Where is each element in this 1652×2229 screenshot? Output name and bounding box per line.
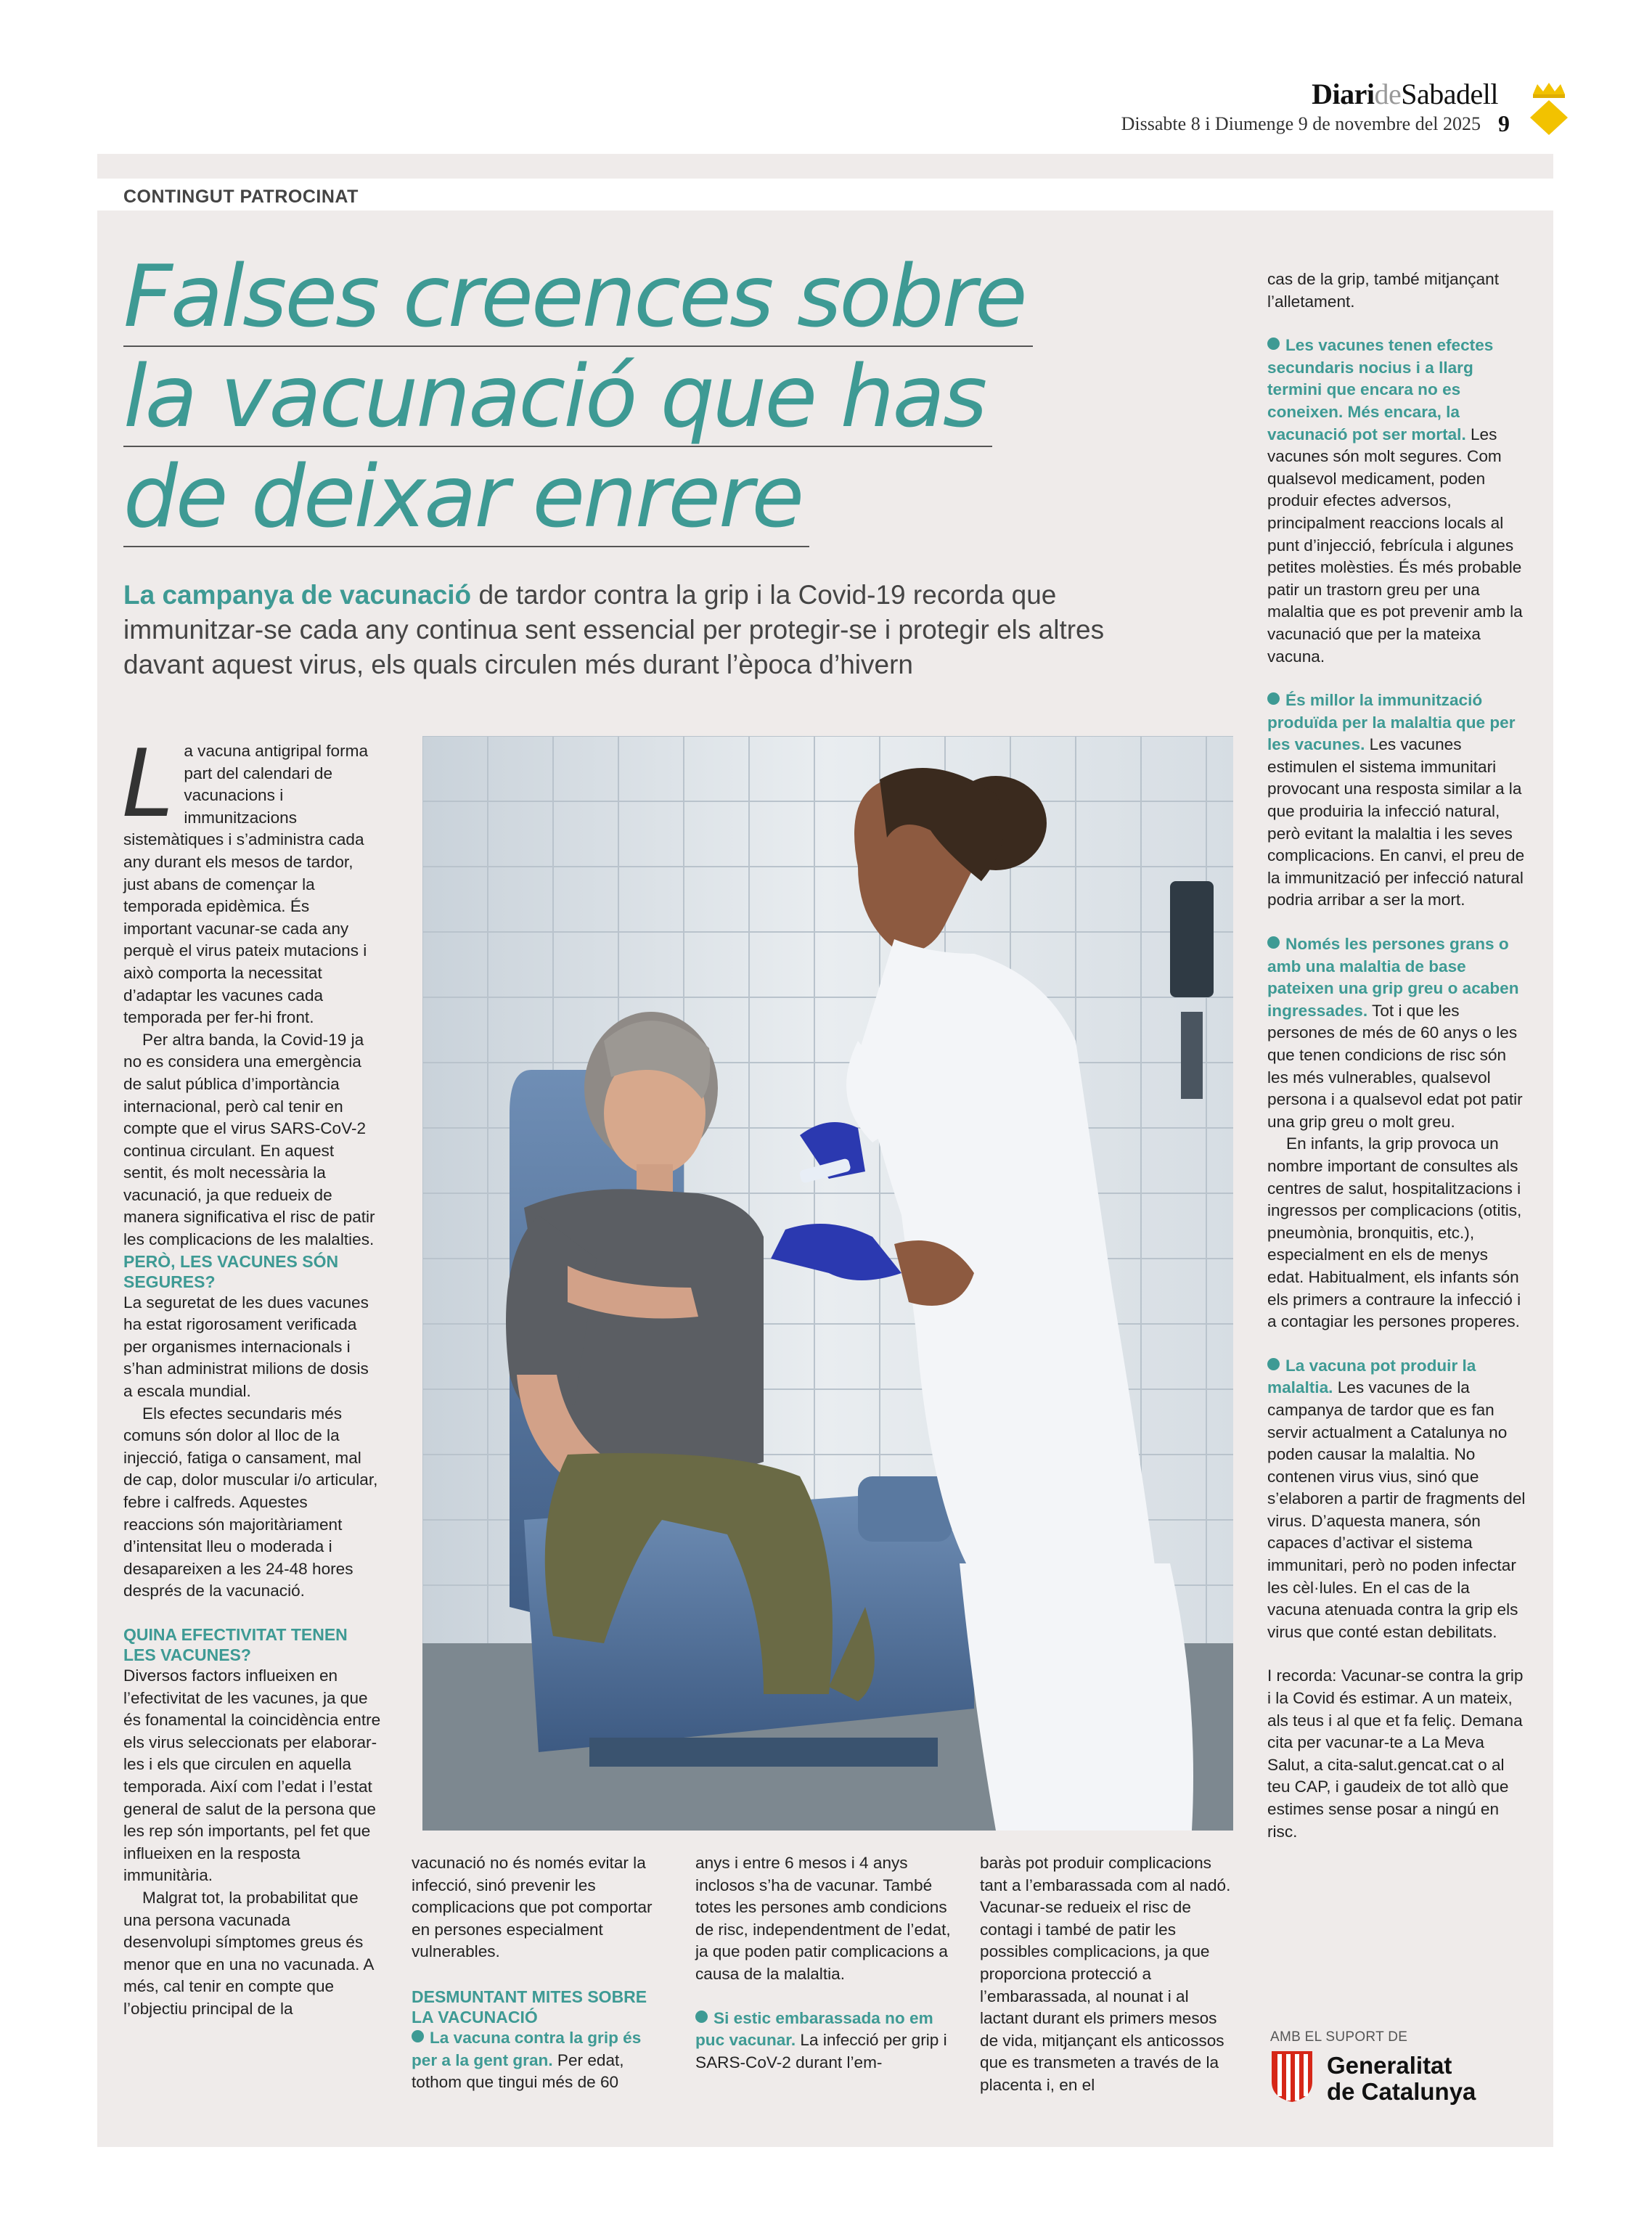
headline-line-2: la vacunació que has <box>123 347 992 447</box>
bullet-dot-icon <box>695 2011 708 2023</box>
sabadell-crest-icon <box>1527 81 1571 136</box>
paragraph: vacunació no és només evitar la infecció, sinó prevenir les complicacions que pot comportar en persones especialment vulnerables. <box>412 1854 653 1961</box>
paragraph: a vacuna antigripal forma part del calendari de vacunacions i immunitzacions sistemàtiques i s’administra cada any durant els mesos de tardor, just abans de començar la temporada epidèmica. És important vacunar-se cada any perquè el virus pateix mutacions i això comporta la necessitat d’adaptar les vacunes cada temporada per fer-hi front. <box>123 742 369 1027</box>
myth-item: És millor la immunització produïda per la malaltia que per les vacunes. Les vacunes estimulen el sistema immunitari provocant una resposta similar a la que produiria la infecció natural, però evitant la malaltia i les seves complicacions. En canvi, el preu de la immunització per infecció natural podria arribar a ser la mort. <box>1267 691 1525 909</box>
page-number: 9 <box>1498 110 1510 136</box>
paragraph: La seguretat de les dues vacunes ha estat rigorosament verificada per organismes internacionals i s’han administrat milions de dosis a escala mundial. <box>123 1293 369 1401</box>
body-column-5 <box>1267 269 1526 1843</box>
vaccination-photo <box>422 736 1233 1831</box>
issue-date: Dissabte 8 i Diumenge 9 de novembre del 2025 <box>1121 113 1481 134</box>
paragraph: En infants, la grip provoca un nombre important de consultes als centres de salut, hospitalitzacions i ingressos per complicacions (otitis, pneumònia, bronquitis, etc.), especialment en els de menys edat. Habitualment, els infants són els primers a contraure la infecció i a contagiar les persones properes. <box>1267 1134 1522 1331</box>
myth-item: Si estic embarassada no em puc vacunar. La infecció per grip i SARS-CoV-2 durant l’em- <box>695 2008 947 2071</box>
paragraph: cas de la grip, també mitjançant l’alletament. <box>1267 270 1499 311</box>
generalitat-logo-icon <box>1270 2050 1314 2103</box>
myth-item: Les vacunes tenen efectes secundaris nocius i a llarg termini que encara no es coneixen. Més encara, la vacunació pot ser mortal. Les vacunes són molt segures. Com qualsevol medicament, poden produir efectes adversos, principalment reaccions locals al punt d’injecció, febrícula i algunes petites molèsties. És més probable patir un trastorn greu per una malaltia que es pot prevenir amb la vacunació que per la mateixa vacuna. <box>1267 336 1523 666</box>
paragraph: Diversos factors influeixen en l’efectivitat de les vacunes, ja que és fonamental la coincidència entre els virus seleccionats per elaborar-les i els que circulen en aquella temporada. Així com l’edat i l’estat general de salut de la persona que les rep són importants, pel fet que influeixen en la resposta immunitària. <box>123 1666 381 1885</box>
myth-item: La vacuna pot produir la malaltia. Les vacunes de la campanya de tardor que es fan servir actualment a Catalunya no poden causar la malaltia. No contenen virus vius, sinó que s’elaboren a partir de fragments del virus. D’aquesta manera, són capaces d’activar el sistema immunitari, però no poden infectar les cèl·lules. En el cas de la vacuna atenuada contra la grip els virus que conté estan debilitats. <box>1267 1356 1526 1641</box>
generalitat-name: Generalitat de Catalunya <box>1327 2052 1476 2105</box>
bullet-dot-icon <box>412 2030 424 2042</box>
bullet-dot-icon <box>1267 338 1280 350</box>
sponsored-content-label: CONTINGUT PATROCINAT <box>123 187 359 207</box>
headline <box>123 247 1081 547</box>
bullet-dot-icon <box>1267 692 1280 705</box>
paragraph: baràs pot produir complicacions tant a l’embarassada com al nadó. Vacunar-se redueix el risc de contagi i també de patir les possibles complicacions, ja que proporciona protecció a l’embarassada, al nounat i al lactant durant els primers mesos de vida, mitjançant els anticossos que es transmeten a través de la placenta i, en el <box>980 1854 1231 2094</box>
body-column-1 <box>122 730 382 2020</box>
drop-cap: L <box>122 730 174 838</box>
headline-line-3: de deixar enrere <box>123 447 809 547</box>
generalitat-logo <box>1270 2050 1532 2108</box>
top-band <box>97 154 1553 179</box>
body-column-2 <box>412 1852 670 2094</box>
subheading: QUINA EFECTIVITAT TENEN LES VACUNES? <box>123 1624 348 1664</box>
bullet-dot-icon <box>1267 936 1280 949</box>
paragraph: Malgrat tot, la probabilitat que una persona vacunada desenvolupi símptomes greus és menor que en una no vacunada. A més, cal tenir en compte que l’objectiu principal de la <box>123 1888 374 2018</box>
body-column-3 <box>695 1852 954 2074</box>
bullet-dot-icon <box>1267 1358 1280 1370</box>
paragraph: anys i entre 6 mesos i 4 anys inclosos s’ha de vacunar. També totes les persones amb condicions de risc, independentment de l’edat, ja que poden patir complicacions a causa de la malaltia. <box>695 1854 951 1983</box>
paragraph: Els efectes secundaris més comuns són dolor al lloc de la injecció, fatiga o cansament, mal de cap, dolor muscular i/o articular, febre i calfreds. Aquestes reaccions són majoritàriament d’intensitat lleu o moderada i desapareixen a les 24-48 hores després de la vacunació. <box>123 1404 378 1600</box>
lead-paragraph: La campanya de vacunació de tardor contra la grip i la Covid-19 recorda que immunitzar-se cada any continua sent essencial per protegir-se i protegir els altres davant aquest virus, els quals circulen més durant l’època d’hivern <box>123 580 1105 679</box>
myth-item: La vacuna contra la grip és per a la gent gran. Per edat, tothom que tingui més de 60 <box>412 2028 642 2092</box>
subheading: DESMUNTANT MITES SOBRE LA VACUNACIÓ <box>412 1987 647 2026</box>
subheading: PERÒ, LES VACUNES SÓN SEGURES? <box>123 1251 339 1291</box>
body-column-4 <box>980 1852 1238 2097</box>
closing-paragraph: I recorda: Vacunar-se contra la grip i la Covid és estimar. A un mateix, als teus i al que et fa feliç. Demana cita per vacunar-te a La Meva Salut, a cita-salut.gencat.cat o al teu CAP, i gaudeix de tot allò que estimes sense posar a ningú en risc. <box>1267 1666 1524 1841</box>
headline-line-1: Falses creences sobre <box>123 247 1033 347</box>
masthead-brand: DiarideSabadell <box>1312 78 1498 110</box>
paragraph: Per altra banda, la Covid-19 ja no es considera una emergència de salut pública d’importància internacional, però cal tenir en compte que el virus SARS-CoV-2 continua circulant. En aquest sentit, és molt necessària la vacunació, ja que redueix de manera significativa el risc de patir les complicacions de les malalties. <box>123 1030 375 1249</box>
myth-item: Només les persones grans o amb una malaltia de base pateixen una grip greu o acaben ingressades. Tot i que les persones de més de 60 anys o les que tenen condicions de risc són les més vulnerables, qualsevol persona i a qualsevol edat pot patir una grip greu o molt greu. <box>1267 935 1523 1131</box>
support-label: AMB EL SUPORT DE <box>1270 2029 1408 2045</box>
